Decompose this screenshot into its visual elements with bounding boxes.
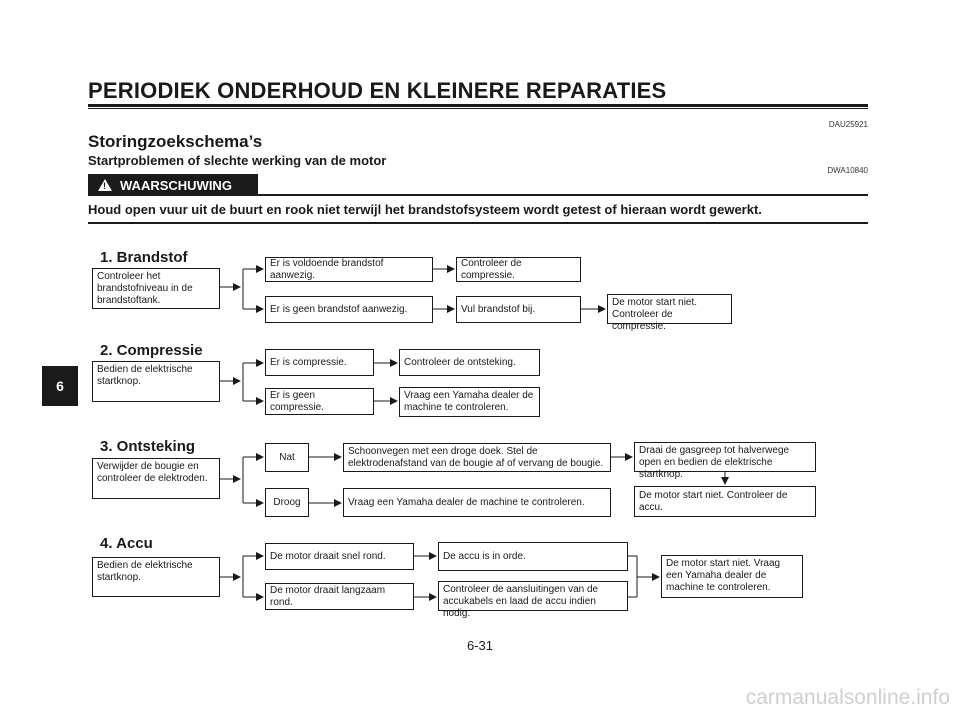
flow-box-compressie-yes: Er is compressie. (265, 349, 374, 376)
flow-box-ontsteking-dry: Droog (265, 488, 309, 517)
page-title: Storingzoekschema’s (88, 132, 263, 151)
flow-box-compressie-start: Bedien de elektrische startknop. (92, 361, 220, 402)
page-number: 6-31 (466, 638, 494, 653)
page-header: PERIODIEK ONDERHOUD EN KLEINERE REPARATIES (88, 78, 667, 103)
flow-box-compressie-no-next: Vraag een Yamaha dealer de machine te controleren. (399, 387, 540, 417)
flow-box-brandstof-yes-next: Controleer de compressie. (456, 257, 581, 282)
flow-box-brandstof-no-next: Vul brandstof bij. (456, 296, 581, 323)
flow-box-ontsteking-dry-result: De motor start niet. Controleer de accu. (634, 486, 816, 517)
watermark: carmanualsonline.info (745, 686, 950, 709)
flow-box-ontsteking-dry-next: Vraag een Yamaha dealer de machine te controleren. (343, 488, 611, 517)
warning-code: DWA10840 (827, 166, 868, 175)
flow-box-accu-result: De motor start niet. Vraag een Yamaha dealer de machine te controleren. (661, 555, 803, 598)
flow-box-ontsteking-wet: Nat (265, 443, 309, 472)
flow-box-brandstof-result: De motor start niet. Controleer de compressie. (607, 294, 732, 324)
flow-box-brandstof-start: Controleer het brandstofniveau in de brandstoftank. (92, 268, 220, 309)
warning-triangle-icon: ! (98, 179, 112, 191)
warning-label: WAARSCHUWING (120, 177, 232, 193)
flow-box-ontsteking-wet-next: Schoonvegen met een droge doek. Stel de elektrodenafstand van de bougie af of vervang de bougie. (343, 443, 611, 472)
section-heading-compressie: 2. Compressie (100, 342, 203, 359)
flow-box-ontsteking-wet-result: Draai de gasgreep tot halverwege open en bedien de elektrische startknop. (634, 442, 816, 472)
section-code: DAU25921 (828, 120, 868, 129)
warning-text: Houd open vuur uit de buurt en rook niet terwijl het brandstofsysteem wordt getest of hieraan wordt gewerkt. (88, 202, 762, 217)
section-heading-ontsteking: 3. Ontsteking (100, 438, 196, 455)
flow-box-compressie-no: Er is geen compressie. (265, 388, 374, 415)
flow-box-accu-fast: De motor draait snel rond. (265, 543, 414, 570)
section-heading-accu: 4. Accu (100, 535, 153, 552)
flow-box-brandstof-yes: Er is voldoende brandstof aanwezig. (265, 257, 433, 282)
section-heading-brandstof: 1. Brandstof (100, 249, 188, 266)
flow-box-accu-fast-next: De accu is in orde. (438, 542, 628, 571)
flow-box-compressie-yes-next: Controleer de ontsteking. (399, 349, 540, 376)
flow-box-accu-start: Bedien de elektrische startknop. (92, 557, 220, 597)
page-subtitle: Startproblemen of slechte werking van de motor (88, 153, 387, 168)
flow-box-accu-slow: De motor draait langzaam rond. (265, 583, 414, 610)
flow-box-brandstof-no: Er is geen brandstof aanwezig. (265, 296, 433, 323)
flow-box-ontsteking-start: Verwijder de bougie en controleer de elektroden. (92, 458, 220, 499)
flow-box-accu-slow-next: Controleer de aansluitingen van de accukabels en laad de accu indien nodig. (438, 581, 628, 611)
chapter-tab: 6 (42, 366, 78, 406)
